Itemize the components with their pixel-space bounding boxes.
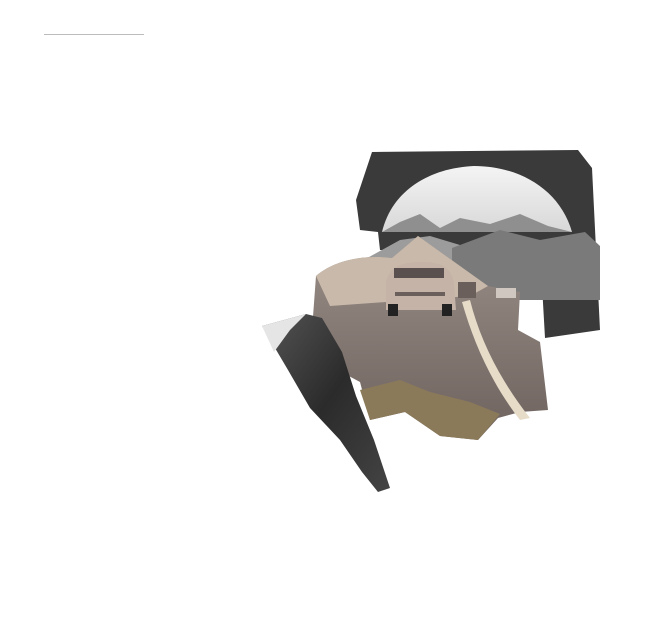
mountains: [360, 230, 600, 300]
section-rule: [44, 34, 144, 35]
arch-frame: [356, 150, 600, 338]
torn-black-stripe: [262, 314, 390, 492]
road-photo: [312, 236, 548, 440]
car: [386, 262, 456, 316]
